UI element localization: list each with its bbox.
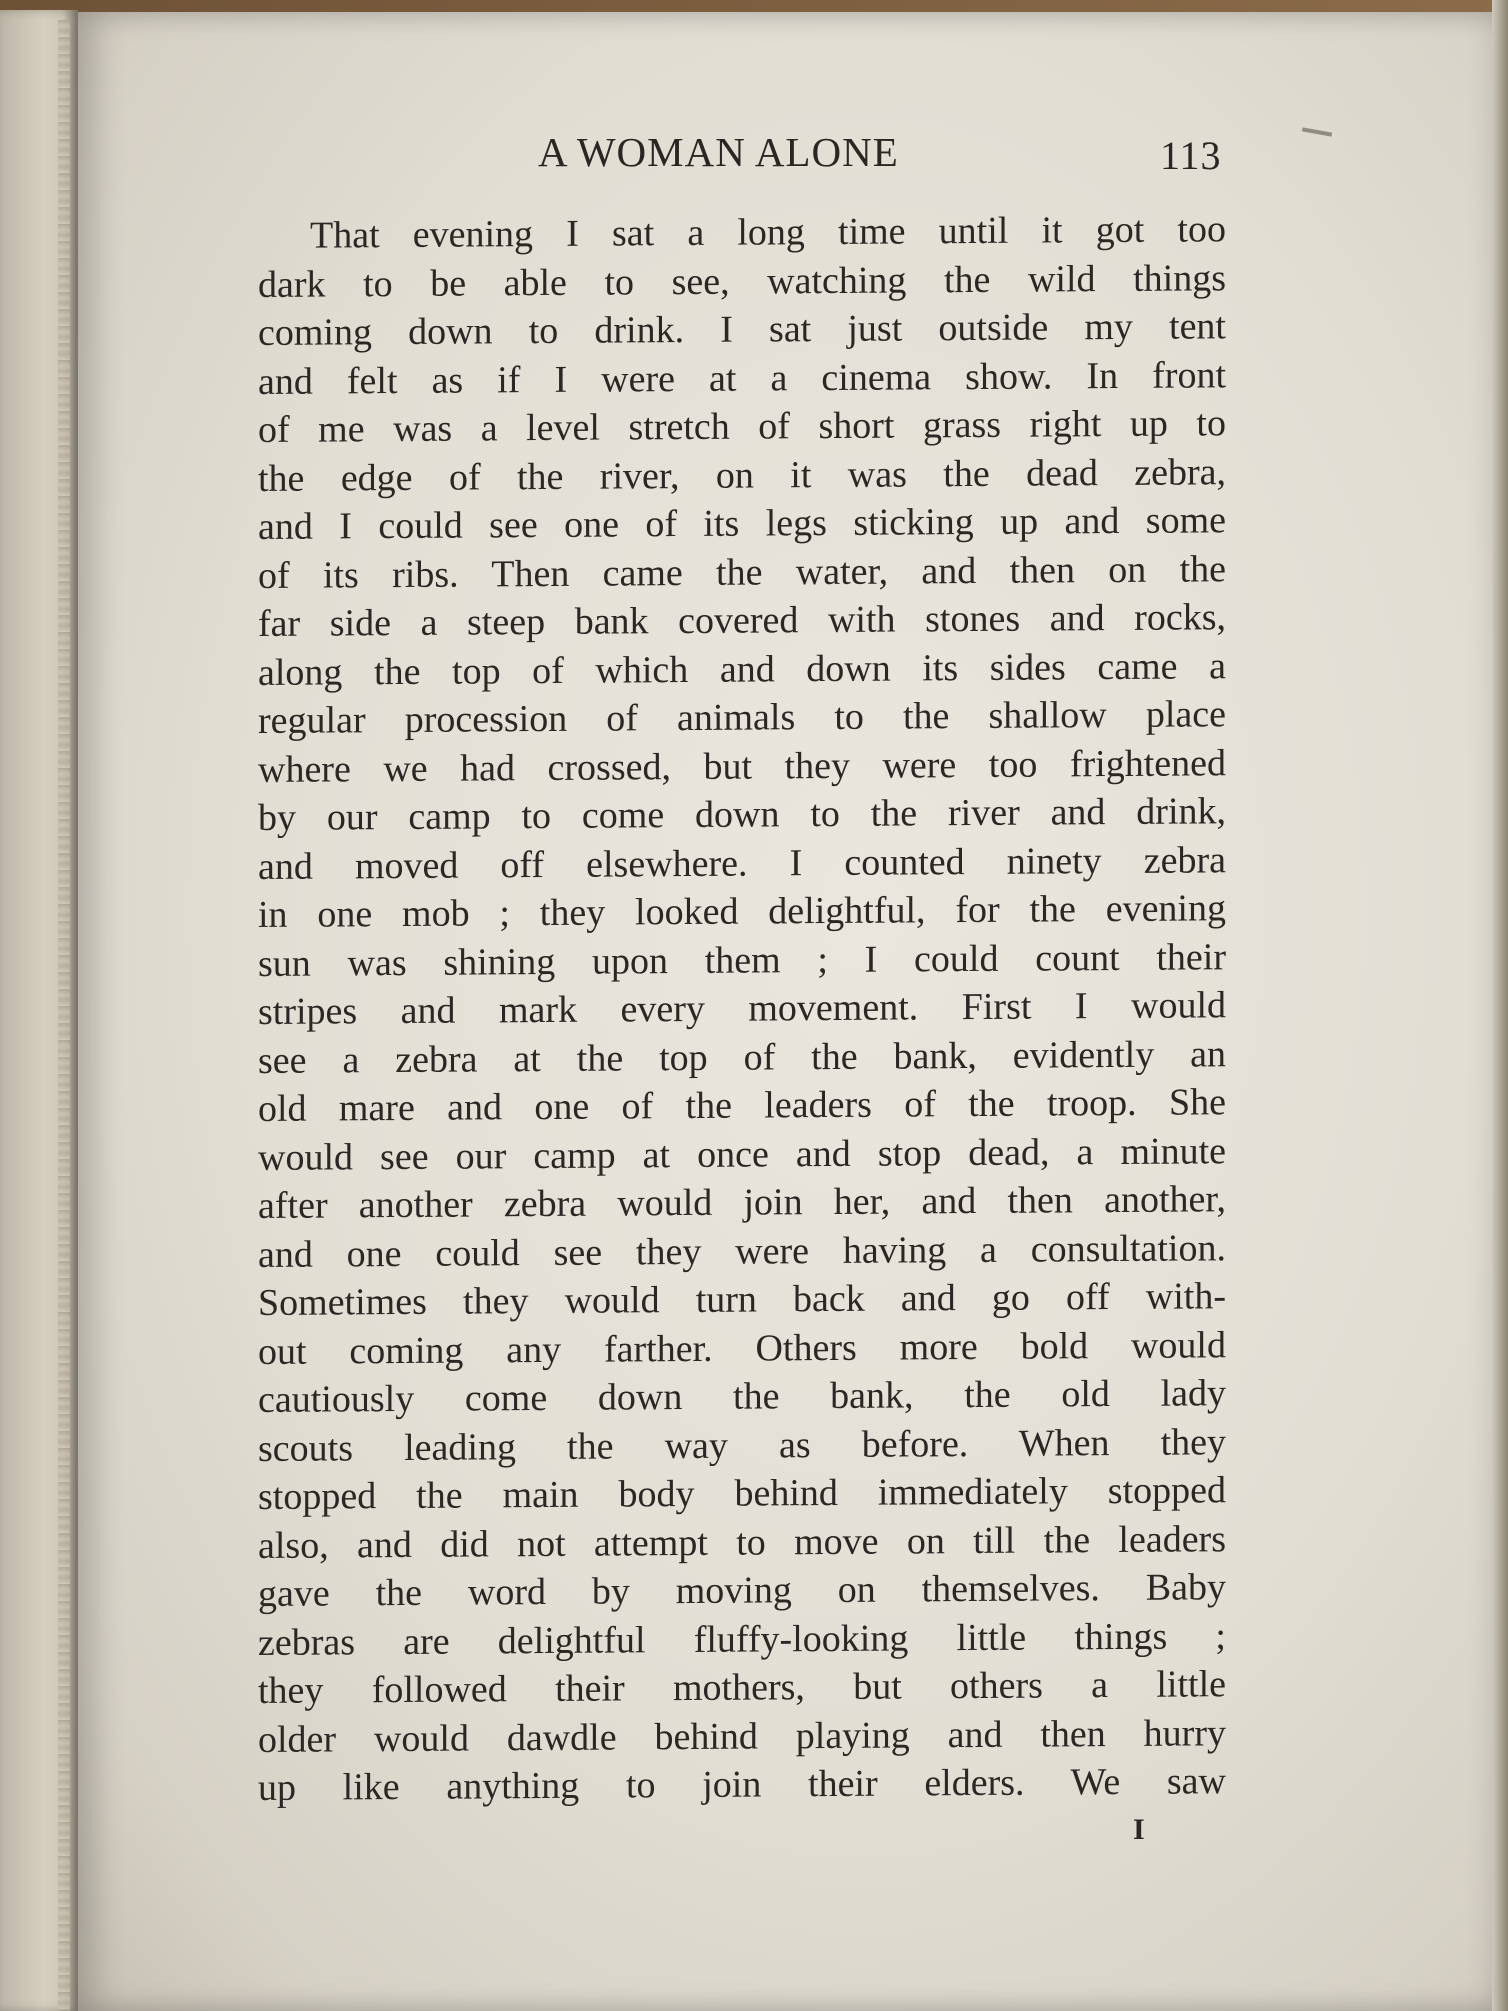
text-line: stopped the main body behind immediately stopped	[258, 1469, 1226, 1518]
page-number: 113	[1160, 133, 1222, 178]
text-line: older would dawdle behind playing and then hurry	[258, 1711, 1226, 1761]
text-line: dark to be able to see, watching the wild things	[258, 256, 1226, 306]
text-line: also, and did not attempt to move on till the leaders	[258, 1517, 1226, 1567]
text-line: scouts leading the way as before. When they	[258, 1420, 1226, 1470]
text-line: the edge of the river, on it was the dead zebra,	[258, 450, 1226, 500]
running-head-title: A WOMAN ALONE	[538, 129, 899, 175]
text-line: cautiously come down the bank, the old lady	[258, 1372, 1226, 1421]
page-edge-right	[1492, 0, 1508, 2011]
text-line: of me was a level stretch of short grass right up to	[258, 402, 1226, 451]
body-text	[258, 205, 1226, 1812]
text-line: in one mob ; they looked delightful, for the evening	[258, 887, 1226, 936]
text-line: and moved off elsewhere. I counted ninety zebra	[258, 838, 1226, 888]
text-line: coming down to drink. I sat just outside my tent	[258, 305, 1226, 354]
text-line: gave the word by moving on themselves. Baby	[258, 1566, 1226, 1615]
text-line: out coming any farther. Others more bold would	[258, 1323, 1226, 1373]
text-line: up like anything to join their elders. We saw	[258, 1760, 1226, 1809]
text-line: of its ribs. Then came the water, and then on the	[258, 547, 1226, 597]
text-line: zebras are delightful fluffy-looking little things ;	[258, 1614, 1226, 1664]
text-line: they followed their mothers, but others a little	[258, 1663, 1226, 1712]
book-spine	[58, 20, 70, 2011]
text-line: along the top of which and down its sides came a	[258, 644, 1226, 694]
text-line: and felt as if I were at a cinema show. In front	[258, 353, 1226, 403]
text-line: by our camp to come down to the river and drink,	[258, 790, 1226, 839]
text-line: see a zebra at the top of the bank, evidently an	[258, 1032, 1226, 1082]
text-line: and I could see one of its legs sticking up and some	[258, 499, 1226, 548]
signature-mark: I	[1133, 1813, 1145, 1846]
text-line: That evening I sat a long time until it got too	[310, 208, 1226, 257]
text-line: old mare and one of the leaders of the troop. She	[258, 1081, 1226, 1130]
text-line: Sometimes they would turn back and go off with-	[258, 1275, 1226, 1324]
text-line: where we had crossed, but they were too frightened	[258, 741, 1226, 791]
text-line: far side a steep bank covered with stones and rocks,	[258, 596, 1226, 645]
text-line: would see our camp at once and stop dead, a minute	[258, 1129, 1226, 1179]
text-line: regular procession of animals to the shallow place	[258, 693, 1226, 742]
text-line: and one could see they were having a consultation.	[258, 1226, 1226, 1276]
text-line: sun was shining upon them ; I could count their	[258, 935, 1226, 985]
text-line: stripes and mark every movement. First I would	[258, 984, 1226, 1033]
text-line: after another zebra would join her, and then another,	[258, 1178, 1226, 1227]
